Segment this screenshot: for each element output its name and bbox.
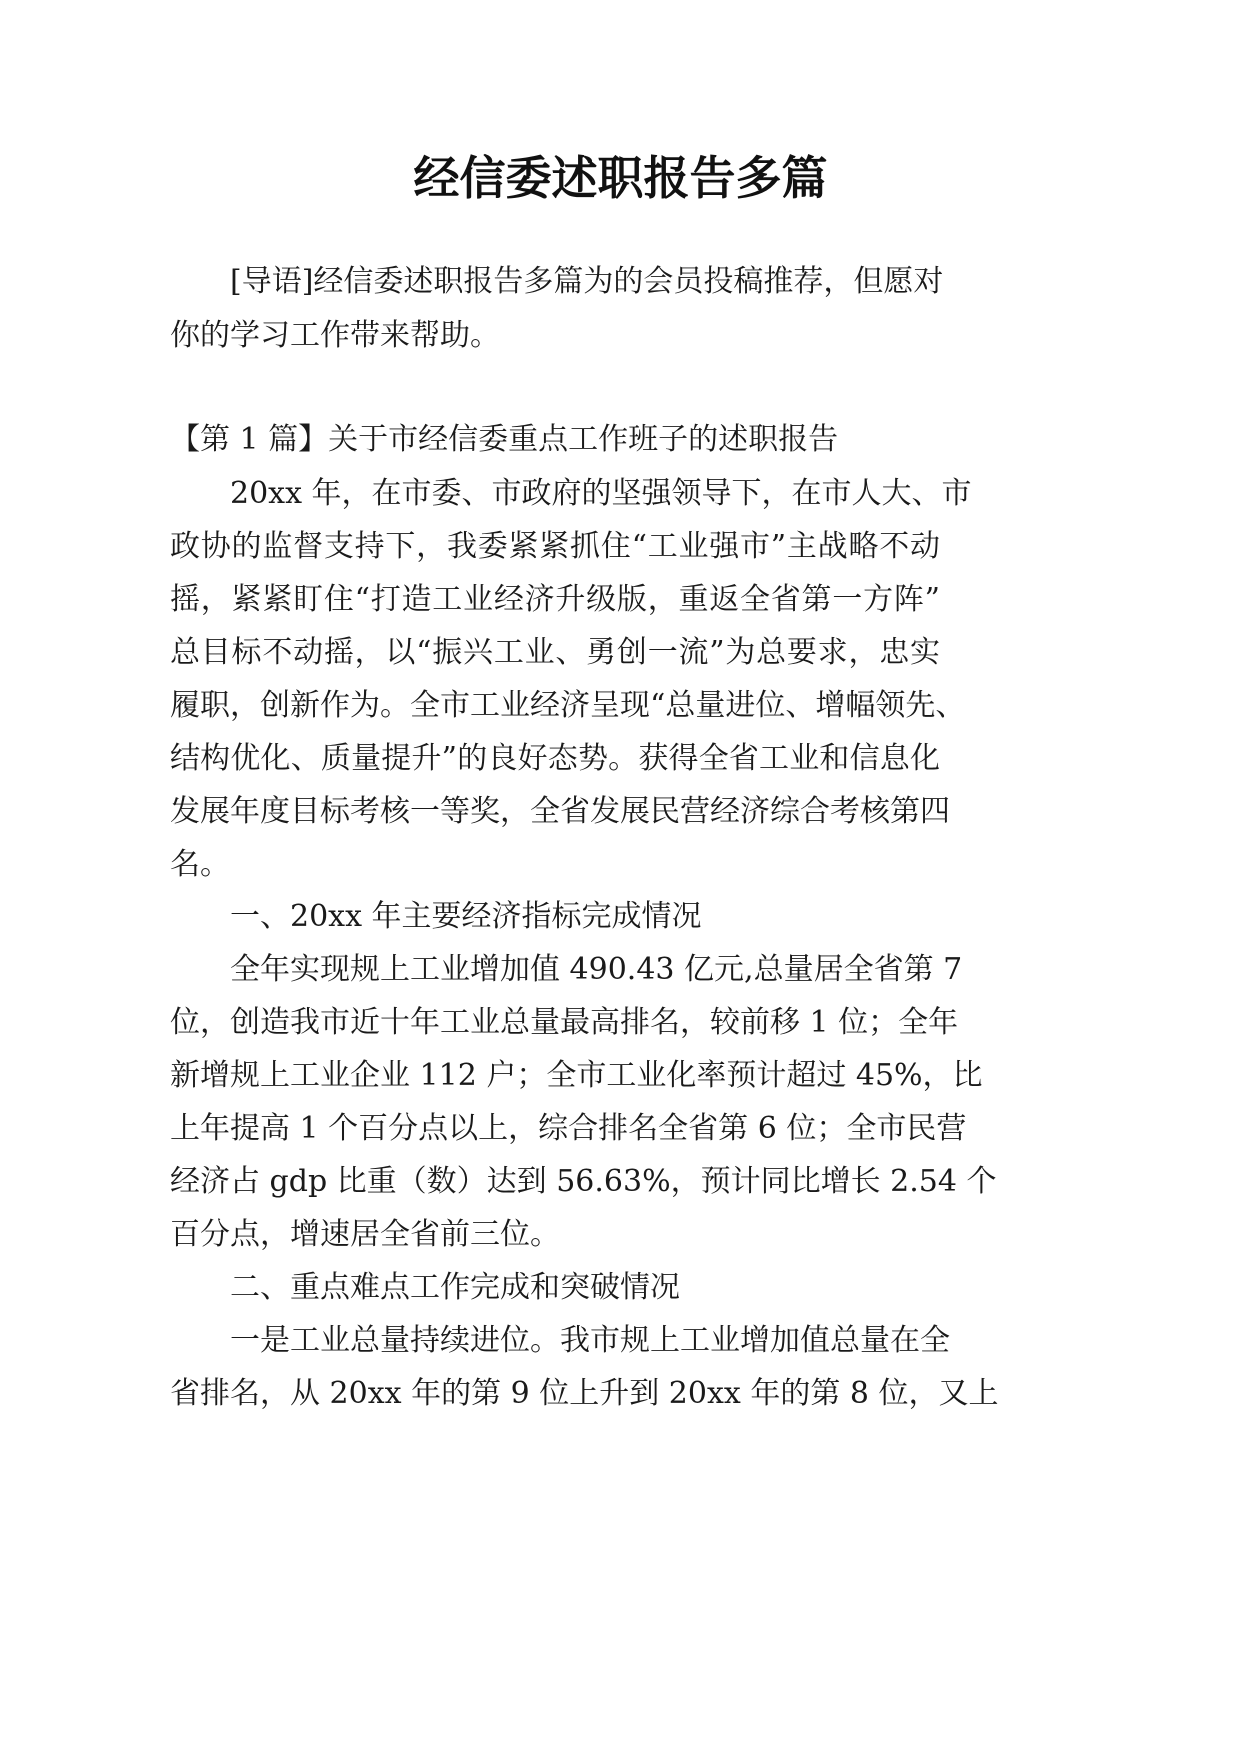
body-line: 省排名，从 20xx 年的第 9 位上升到 20xx 年的第 8 位，又上: [170, 1376, 999, 1411]
body-line: 一是工业总量持续进位。我市规上工业增加值总量在全: [230, 1323, 950, 1358]
document-title: 经信委述职报告多篇: [413, 151, 828, 205]
body-line: 20xx 年，在市委、市政府的坚强领导下，在市人大、市: [230, 476, 972, 511]
body-line: 摇，紧紧盯住“打造工业经济升级版，重返全省第一方阵”: [170, 582, 940, 617]
subsection-heading: 一、20xx 年主要经济指标完成情况: [230, 899, 702, 934]
body-line: 结构优化、质量提升”的良好态势。获得全省工业和信息化: [170, 741, 940, 776]
intro-line: [导语]经信委述职报告多篇为的会员投稿推荐，但愿对: [230, 264, 944, 299]
body-line: 百分点，增速居全省前三位。: [170, 1217, 560, 1252]
body-line: 全年实现规上工业增加值 490.43 亿元,总量居全省第 7: [230, 952, 963, 987]
body-line: 位，创造我市近十年工业总量最高排名，较前移 1 位；全年: [170, 1005, 959, 1040]
body-line: 政协的监督支持下，我委紧紧抓住“工业强市”主战略不动: [170, 529, 940, 564]
body-line: 发展年度目标考核一等奖，全省发展民营经济综合考核第四: [170, 794, 950, 829]
section-heading: 【第 1 篇】关于市经信委重点工作班子的述职报告: [170, 422, 839, 457]
body-line: 总目标不动摇，以“振兴工业、勇创一流”为总要求，忠实: [170, 635, 940, 670]
body-line: 经济占 gdp 比重（数）达到 56.63%，预计同比增长 2.54 个: [170, 1164, 997, 1199]
body-line: 履职，创新作为。全市工业经济呈现“总量进位、增幅领先、: [170, 688, 966, 723]
subsection-heading: 二、重点难点工作完成和突破情况: [230, 1270, 680, 1305]
body-line: 上年提高 1 个百分点以上，综合排名全省第 6 位；全市民营: [170, 1111, 967, 1146]
body-line: 名。: [170, 847, 230, 882]
intro-line: 你的学习工作带来帮助。: [170, 318, 500, 353]
body-line: 新增规上工业企业 112 户；全市工业化率预计超过 45%，比: [170, 1058, 983, 1093]
